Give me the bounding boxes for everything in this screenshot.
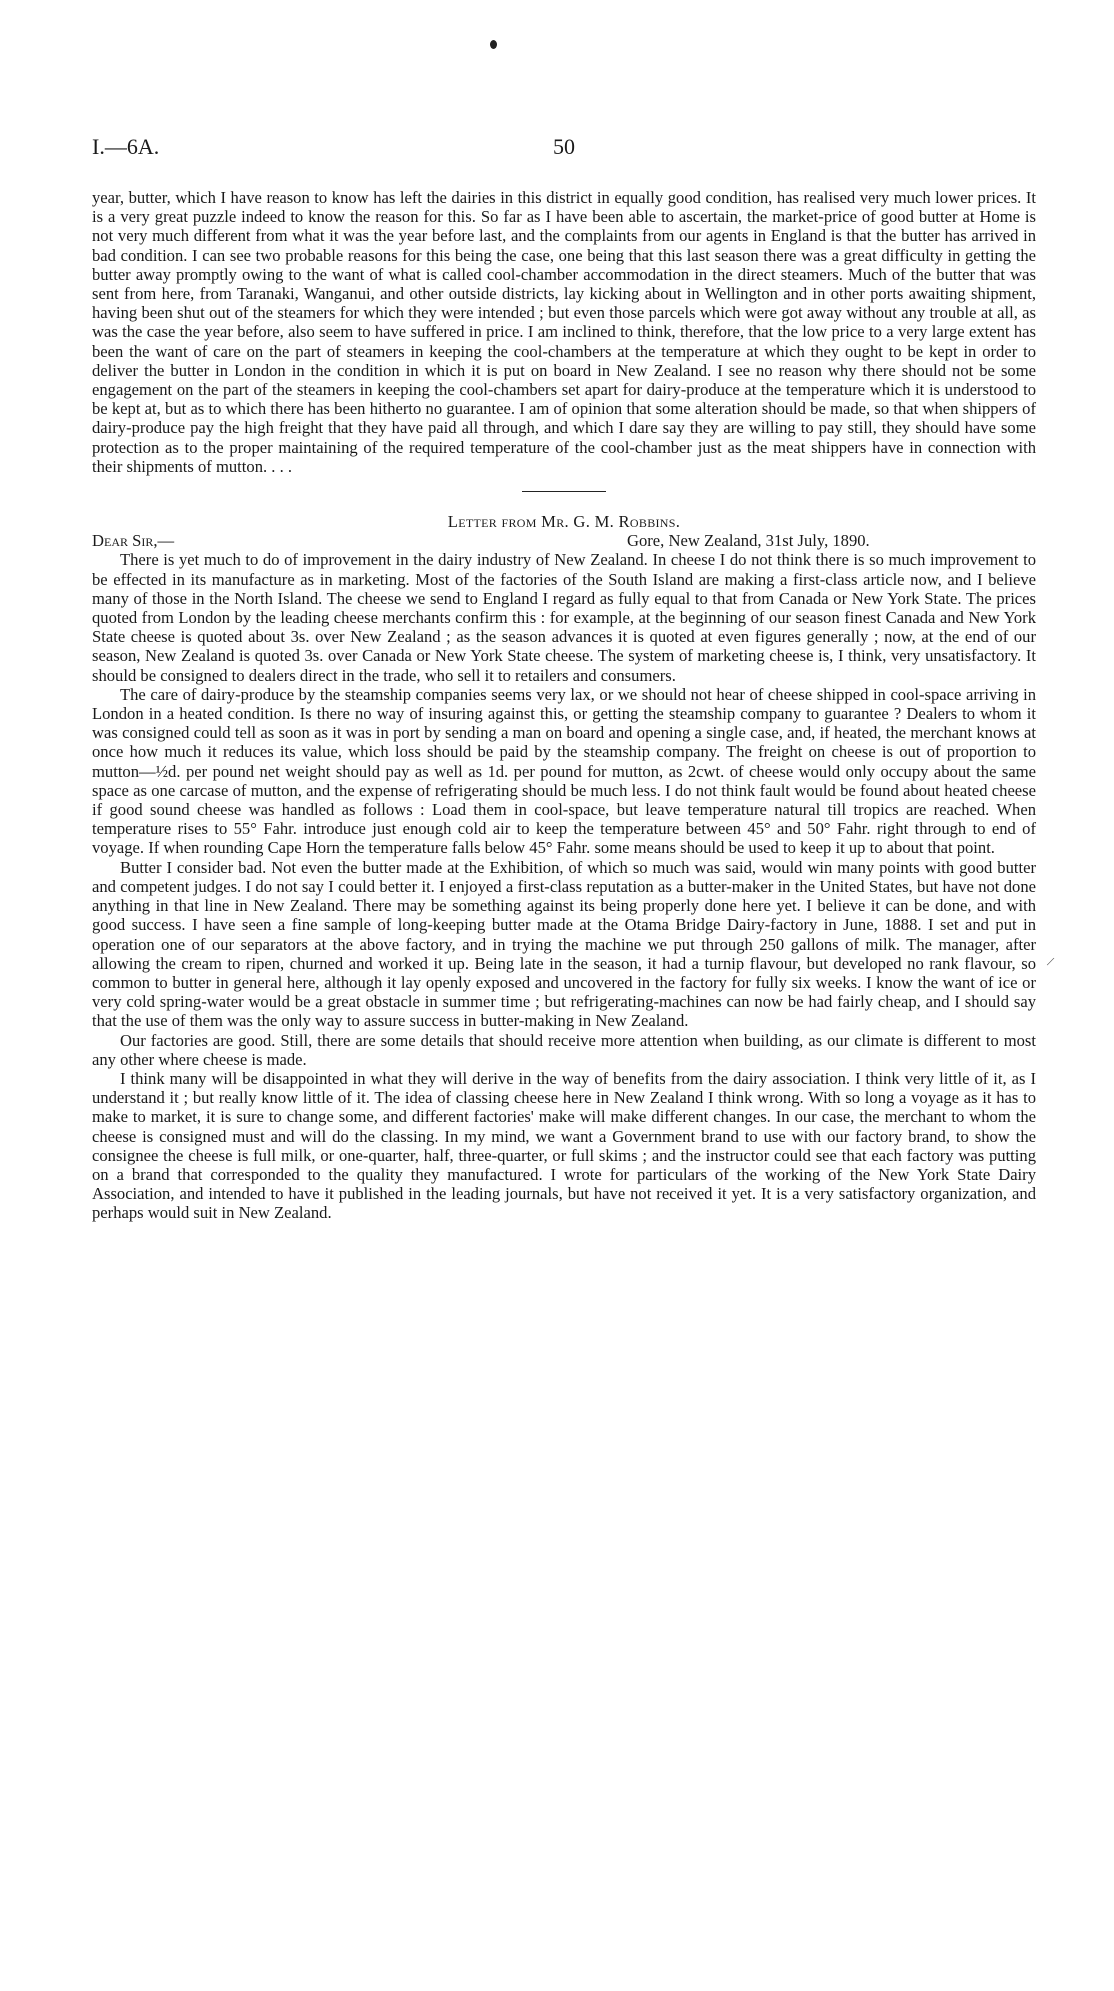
opening-paragraph: year, butter, which I have reason to know has left the dairies in this district in equally good condition, has realised very much lower prices. It is a very great puzzle indeed to know the reason for this. So far as I have been able to ascertain, the market-price of good butter at Home is not very much different from what it was the year before last, and the complaints from our agents in England is that the butter has arrived in bad condition. I can see two probable reasons for this being the case, one being that this last season there was a great difficulty in getting the butter away promptly owing to the want of what is called cool-chamber accommodation in the direct steamers. Much of the butter that was sent from here, from Taranaki, Wanganui, and other outside districts, lay kicking about in Wellington and in other ports awaiting shipment, having been shut out of the steamers for which they were intended ; but even those parcels which were got away without any trouble at all, as was the case the year before, also seem to have suffered in price. I am inclined to think, therefore, that the low price to a very large extent has been the want of care on the part of steamers in keeping the cool-chambers at the temperature at which they ought to be kept in order to deliver the butter in London in the condition in which it is put on board in New Zealand. I see no reason why there should not be some engagement on the part of the steamers in keeping the cool-chambers set apart for dairy-produce at the temperature which it is understood to be kept at, but as to which there has been hitherto no guarantee. I am of opinion that some alteration should be made, so that when shippers of dairy-produce pay the high freight that they have paid all through, and which I dare say they are willing to pay still, they should have some protection as to the proper maintaining of the required temperature of the cool-chamber just as the meat shippers have in connection with their shipments of mutton. . . . xyxy=(92,188,1036,476)
letter-salutation: Dear Sir,— xyxy=(92,531,175,551)
page-body xyxy=(92,188,1036,1223)
letter-title: Letter from Mr. G. M. Robbins. xyxy=(447,512,681,532)
letter-paragraph: There is yet much to do of improvement in the dairy industry of New Zealand. In cheese I do not think there is so much improvement to be effected in its manufacture as in marketing. Most of the factories of the South Island are making a first-class article now, and I believe many of those in the North Island. The cheese we send to England I regard as fully equal to that from Canada or New York State. The prices quoted from London by the leading cheese merchants confirm this : for example, at the beginning of our season finest Canada and New York State cheese is quoted about 3s. over New Zealand ; as the season advances it is quoted at even figures generally ; now, at the end of our season, New Zealand is quoted 3s. over Canada or New York State cheese. The system of marketing cheese is, I think, very unsatisfactory. It should be consigned to dealers direct in the trade, who sell it to retailers and consumers. xyxy=(92,550,1036,685)
letter-paragraph: The care of dairy-produce by the steamship companies seems very lax, or we should not hear of cheese shipped in cool-space arriving in London in a heated condition. Is there no way of insuring against this, or getting the steamship company to guarantee ? Dealers to whom it was consigned could tell as soon as it was in port by sending a man on board and opening a single case, and, if heated, the merchant knows at once how much it reduces its value, which loss should be paid by the steamship company. The freight on cheese is out of proportion to mutton—½d. per pound net weight should pay as well as 1d. per pound for mutton, as 2cwt. of cheese would only occupy about the same space as one carcase of mutton, and the expense of refrigerating should be much less. I do not think fault would be found about heated cheese if good sound cheese was handled as follows : Load them in cool-space, but leave temperature natural till tropics are reached. When temperature rises to 55° Fahr. introduce just enough cold air to keep the temperature between 45° and 50° Fahr. right through to end of voyage. If when rounding Cape Horn the temperature falls below 45° Fahr. some means should be used to keep it up to about that point. xyxy=(92,684,1036,858)
ink-speck xyxy=(490,40,497,49)
section-divider xyxy=(522,491,606,492)
letter-paragraph: Butter I consider bad. Not even the butter made at the Exhibition, of which so much was said, would win many points with good butter and competent judges. I do not say I could better it. I enjoyed a first-class reputation as a butter-maker in the United States, but have not done anything in that line in New Zealand. There may be something against its being properly done here yet. I believe it can be done, and with good success. I have seen a fine sample of long-keeping butter made at the Otama Bridge Dairy-factory in June, 1888. I set and put in operation one of our separators at the above factory, and in trying the machine we put through 250 gallons of milk. The manager, after allowing the cream to ripen, churned and worked it up. Being late in the season, it had a turnip flavour, but developed no rank flavour, so common to butter in general here, although it lay openly exposed and uncovered in the factory for fully six weeks. I know the want of ice or very cold spring-water would be a great obstacle in summer time ; but refrigerating-machines can now be had fairly cheap, and I should say that the use of them was the only way to assure success in butter-making in New Zealand. xyxy=(92,857,1036,1031)
letter-heading-row xyxy=(92,531,1036,550)
margin-pencil-mark: / xyxy=(1045,954,1056,971)
page-number: 50 xyxy=(553,134,575,159)
letter-paragraph: I think many will be disappointed in what they will derive in the way of benefits from the dairy association. I think very little of it, as I understand it ; but really know little of it. The idea of classing cheese here in New Zealand I think wrong. With so long a voyage as it has to make to market, it is sure to change some, and different factories' make will make different changes. In our case, the merchant to whom the cheese is consigned must and will do the classing. In my mind, we want a Government brand to use with our factory brand, to show the consignee the cheese is full milk, or one-quarter, half, three-quarter, or full skims ; and the instructor could see that each factory was putting on a brand that corresponded to the quality they manufactured. I wrote for particulars of the working of the New York State Dairy Association, and intended to have it published in the leading journals, but have not received it yet. It is a very satisfactory organization, and perhaps would suit in New Zealand. xyxy=(92,1068,1036,1223)
letter-dateline: Gore, New Zealand, 31st July, 1890. xyxy=(627,531,870,551)
document-reference: I.—6A. xyxy=(92,134,160,159)
letter-paragraph: Our factories are good. Still, there are some details that should receive more attention when building, as our climate is different to most any other where cheese is made. xyxy=(92,1030,1036,1069)
page-header xyxy=(92,134,1036,164)
